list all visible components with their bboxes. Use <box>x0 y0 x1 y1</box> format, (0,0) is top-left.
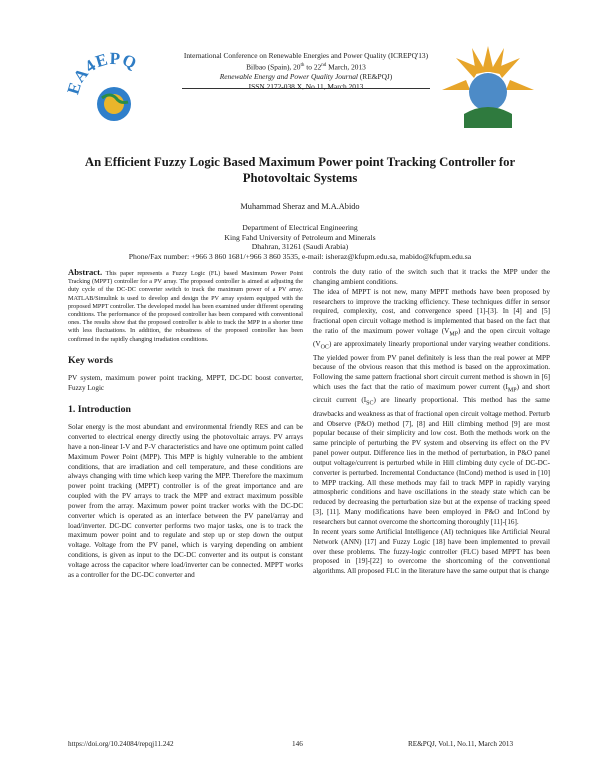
affiliation <box>40 223 560 261</box>
conference-header <box>168 51 444 92</box>
right-column <box>313 268 550 577</box>
conference-name: International Conference on Renewable Energies and Power Quality (ICREPQ'13) <box>183 51 429 60</box>
doi-link[interactable]: https://doi.org/10.24084/repqj11.242 <box>68 740 174 748</box>
left-column <box>68 268 303 581</box>
conference-location: Bilbao (Spain), 20th to 22nd March, 2013 <box>246 62 366 72</box>
globe-icon <box>97 87 131 121</box>
university: King Fahd University of Petroleum and Minerals <box>224 232 376 242</box>
introduction-paragraph: Solar energy is the most abundant and environmental friendly RES and can be converted to electrical energy directly using the photovoltaic arrays. PV arrays have a non-linear I-V and P-V characteristics and have one optimum point called Maximum Power Point (MPP). This MPP is highly vulnerable to the ambient conditions, that are irradiation and cell temperature, and these conditions are always changing with time which keep varing the MPP. Therefore the maximum power point tracking (MPPT) controller is of the great importance and are coupled with the PV arrays to track the MPP and extract maximum possible power from the array. Maximum power point tracker works with the DC-DC converter which is operated as an interface between the PV panel/array and load/inverter. DC-DC converter performs two major tasks, one is to track the maximum power point and to regulate and step up or step down the output voltage. Voltage from the PV panel, which is varying depending on ambient conditions, is given as input to the DC-DC converter and its output is constant voltage across the capacitor where load/inverter can be connected. MPPT works as a controller for the DC-DC converter and <box>68 423 303 579</box>
landscape-icon <box>464 107 512 128</box>
paper-title: An Efficient Fuzzy Logic Based Maximum Power point Tracking Controller for Photovoltaic Systems <box>84 155 516 185</box>
header-rule <box>182 88 430 89</box>
keywords-heading: Key words <box>68 354 113 366</box>
journal-name: Renewable Energy and Power Quality Journal (RE&PQJ) <box>219 72 393 82</box>
right-paragraph-2: The idea of MPPT is not new, many MPPT methods have been proposed by researchers to improve the tracking efficiency. These techniques differ in sensor required, complexity, cost, and convergence speed [1]-[3]. In [4] and [5] fractional open circuit voltage method is implemented that based on the fact that the ratio of the maximum power voltage $(V_{MP})$ and the open circuit voltage $(V_{OC})$ are approximately linearly proportional under varying weather conditions. The yielded power from PV panel definitely is less than the real power at MPP because of the obvious reason that this method is based on the approximation. Following the same pattern fractional short circuit current method is shown in [6] which uses the fact that the ratio of maximum power current $(I_{MP})$ and short circuit current $(I_{SC})$ are linearly proportional. This method has the same drawbacks and weakness as that of fractional open circuit voltage method. Perturb and Observe (P&O) method [7], [8] and Hill climbing method [9] are most popular because of their simplicity and low cost. Both the methods work on the same principle of perturbing the PV system and observing its effect on the PV panel power output. Difference lies in the method of perturbation, in P&O panel output voltage/current is perturbed while in Hill climbing duty cycle of DC-DC- converter is perturbed. Incremental Conductance (InCond) method is used in [10] to MPP tracking. All these methods may fail to track MPP in rapidly varying atmospheric conditions and have oscillations in the steady state which can be reduced by decreasing the perturbation size but at the expense of tracking speed [3], [11]. Many modifications have been employed in P&O and InCond by researchers but cannot overcome the shortcoming thoroughly [11]-[16]. <box>313 287 550 526</box>
abstract-text: This paper represents a Fuzzy Logic (FL) based Maximum Power Point Tracking (MPPT) controller for a PV array. The proposed controller is aimed at adjusting the duty cycle of the DC-DC converter switch to track the maximum power of a PV array. MATLAB/Simulink is used to develop and design the PV array system equipped with the proposed MPPT controller. The developed model has been examined under different operating conditions. The performance of the proposed controller has been compared with conventional ones. The results show that the proposed controller is able to track the MPP in a shorter time with less fluctuations. In addition, the robustness of the proposed controller has been confirmed in the rapidly changing irradiation conditions. <box>68 270 304 343</box>
right-paragraph-3: In recent years some Artificial Intelligence (AI) techniques like Artificial Neural Network (ANN) [17] and Fuzzy Logic [18] have been implemented to prevail over these problems. The fuzzy-logic controller (FLC) based MPPT has been proposed in [19]-[22] to overcome the shortcoming of the conventional algorithms. All proposed FLC in the literature have the same output that is change <box>313 527 550 576</box>
logo-left-text: EA4EPQ <box>63 48 140 97</box>
right-paragraph-1: controls the duty ratio of the switch such that it tracks the MPP under the changing ambient conditions. <box>313 268 550 286</box>
journal-footer: RE&PQJ, Vol.1, No.11, March 2013 <box>408 740 514 748</box>
sun-logo <box>434 38 542 136</box>
contact: Phone/Fax number: +966 3 860 1681/+966 3 860 3535, e-mail: isheraz@kfupm.edu.sa, mabido@kfupm.edu.sa <box>128 251 472 261</box>
abstract-label: Abstract. <box>68 267 103 277</box>
introduction-heading: 1. Introduction <box>68 404 131 416</box>
issn: ISSN 2172-038 X, No.11, March 2013 <box>248 82 364 92</box>
authors: Muhammad Sheraz and M.A.Abido <box>240 202 360 211</box>
ea4epq-logo <box>58 40 166 134</box>
svg-text:EA4EPQ <box>63 49 140 97</box>
page-number: 146 <box>292 740 303 748</box>
sun-disc-icon <box>469 73 507 111</box>
abstract <box>68 268 303 344</box>
keywords-text: PV system, maximum power point tracking, MPPT, DC-DC boost converter, Fuzzy Logic <box>68 373 303 392</box>
department: Department of Electrical Engineering <box>242 223 358 232</box>
city: Dhahran, 31261 (Saudi Arabia) <box>251 242 349 252</box>
